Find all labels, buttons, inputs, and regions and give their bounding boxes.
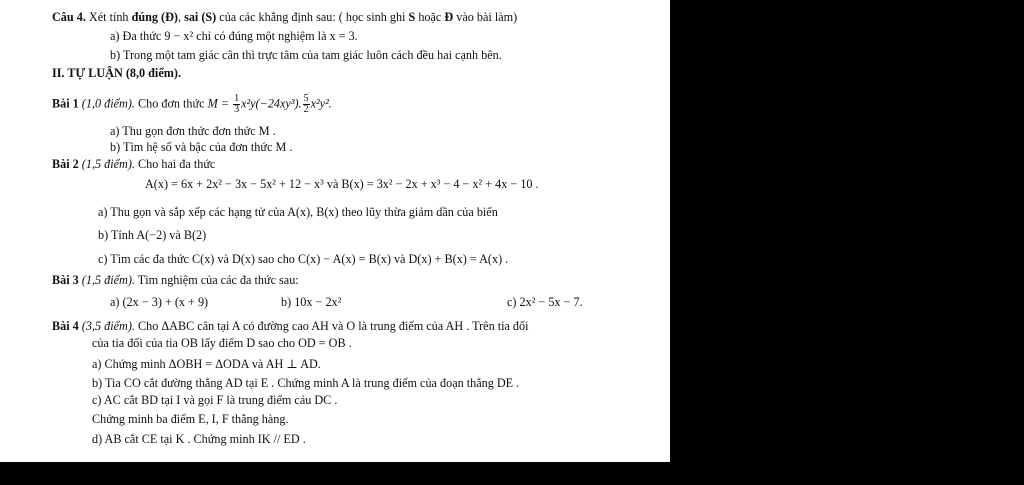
bai3-item-c: c) 2x² − 5x − 7. [507,295,583,309]
bai4-item-a: a) Chứng minh ΔOBH = ΔODA và AH ⊥ AD. [92,357,321,371]
bai4-intro-cont: của tia đối của tia OB lấy điểm D sao cho OD = OB . [92,336,352,350]
bai1-label: Bài 1 [52,96,79,111]
bai2-item-c: c) Tìm các đa thức C(x) và D(x) sao cho C(x) − A(x) = B(x) và D(x) + B(x) = A(x) . [98,252,509,266]
fraction-5-2: $\frac{5}{2}$ [303,93,309,115]
bai4-header: Bài 4 (3,5 điểm). Cho ΔABC cân tại A có đường cao AH và O là trung điểm của AH . Trên tia đối [52,319,529,333]
cau4-title: Câu 4. [52,10,86,24]
cau4-item-b: b) Trong một tam giác cân thì trực tâm của tam giác luôn cách đều hai cạnh bên. [110,48,502,62]
section-heading: II. TỰ LUẬN (8,0 điểm). [52,66,181,80]
bai2-formula: A(x) = 6x + 2x² − 3x − 5x² + 12 − x³ và B(x) = 3x² − 2x + x³ − 4 − x² + 4x − 10 . [145,177,539,191]
bai4-item-c: c) AC cắt BD tại I và gọi F là trung điểm cảu DC . [92,393,338,407]
bai3-item-b: b) 10x − 2x² [281,295,342,309]
bai4-item-d: d) AB cắt CE tại K . Chứng minh IK // ED . [92,432,306,446]
bai3-label: Bài 3 [52,273,79,287]
bai2-header: Bài 2 (1,5 điểm). Cho hai đa thức [52,157,216,171]
bai3-item-a: a) (2x − 3) + (x + 9) [110,295,209,309]
bai4-item-c-cont: Chứng minh ba điểm E, I, F thẳng hàng. [92,412,289,426]
bai2-item-a: a) Thu gọn và sắp xếp các hạng tử của A(x), B(x) theo lũy thừa giảm dần của biến [98,205,498,219]
bai4-label: Bài 4 [52,319,79,333]
cau4-header: Câu 4. Xét tính đúng (Đ), sai (S) của các khẳng định sau: ( học sinh ghi S hoặc Đ vào bài làm) [52,10,518,24]
bai1-item-a: a) Thu gọn đơn thức đơn thức M . [110,124,276,138]
bai1-item-b: b) Tìm hệ số và bậc của đơn thức M . [110,140,293,154]
bai2-item-b: b) Tính A(−2) và B(2) [98,228,207,242]
cau4-item-a: a) Đa thức 9 − x² chỉ có đúng một nghiệm là x = 3. [110,29,358,43]
bai1-header: Bài 1 (1,0 điểm). Cho đơn thức M = $\frac{1}{3}$ x²y(−24xy³). $\frac{5}{2}$ x²y². [52,93,332,115]
fraction-1-3: $\frac{1}{3}$ [234,93,240,115]
bai3-header: Bài 3 (1,5 điểm). Tìm nghiệm của các đa thức sau: [52,273,299,287]
bai2-label: Bài 2 [52,157,79,171]
bai4-item-b: b) Tia CO cắt đường thẳng AD tại E . Chứng minh A là trung điểm của đoạn thẳng DE . [92,376,520,390]
